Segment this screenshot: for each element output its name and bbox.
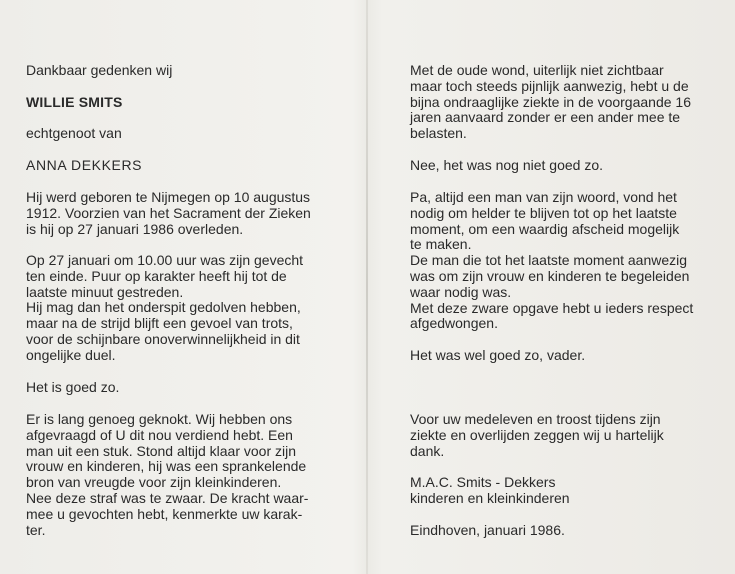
- intro-text: Dankbaar gedenken wij: [26, 62, 173, 78]
- signature: M.A.C. Smits - Dekkers kinderen en kleinkinderen: [410, 474, 570, 506]
- card-fold: [366, 0, 368, 574]
- deceased-name: WILLIE SMITS: [26, 94, 123, 110]
- good-father-line: Het was wel goed zo, vader.: [410, 347, 586, 363]
- word-paragraph: Pa, altijd een man van zijn woord, vond het nodig om helder te blijven tot op het laatste moment, om een waardig afscheid mogelijk te maken. De man die tot het laatste moment aanwezig was om zijn vrouw en kinderen te begeleiden waar nodig was. Met deze zware opgave hebt u ieders respect afgedwongen.: [410, 189, 694, 332]
- thanks-paragraph: Voor uw medeleven en troost tijdens zijn ziekte en overlijden zeggen wij u hartelijk dank.: [410, 411, 664, 459]
- birth-paragraph: Hij werd geboren te Nijmegen op 10 augustus 1912. Voorzien van het Sacrament der Zieken is hij op 27 januari 1986 overleden.: [26, 189, 311, 237]
- fight-paragraph: Op 27 januari om 10.00 uur was zijn gevecht ten einde. Puur op karakter heeft hij tot de laatste minuut gestreden. Hij mag dan het onderspit gedolven hebben, maar na de strijd blijft een gevoel van trots, voor de schijnbare onoverwinnelijkheid in dit ongelijke duel.: [26, 252, 304, 363]
- wound-paragraph: Met de oude wond, uiterlijk niet zichtbaar maar toch steeds pijnlijk aanwezig, hebt u de bijna ondraaglijke ziekte in de voorgaande 16 jaren aanvaard zonder er een ander mee te belasten.: [410, 62, 691, 142]
- good-line: Het is goed zo.: [26, 379, 120, 395]
- not-good-line: Nee, het was nog niet goed zo.: [410, 157, 604, 173]
- place-date: Eindhoven, januari 1986.: [410, 522, 565, 538]
- spouse-name: ANNA DEKKERS: [26, 157, 143, 173]
- relation-text: echtgenoot van: [26, 125, 122, 141]
- enough-paragraph: Er is lang genoeg geknokt. Wij hebben ons afgevraagd of U dit nou verdiend hebt. Een man uit een stuk. Stond altijd klaar voor zijn vrouw en kinderen, hij was een sprankelende bron van vreugde voor zijn kleinkinderen. Nee deze straf was te zwaar. De kracht waar- mee u gevochten hebt, kenmerkte uw karak- ter.: [26, 411, 309, 538]
